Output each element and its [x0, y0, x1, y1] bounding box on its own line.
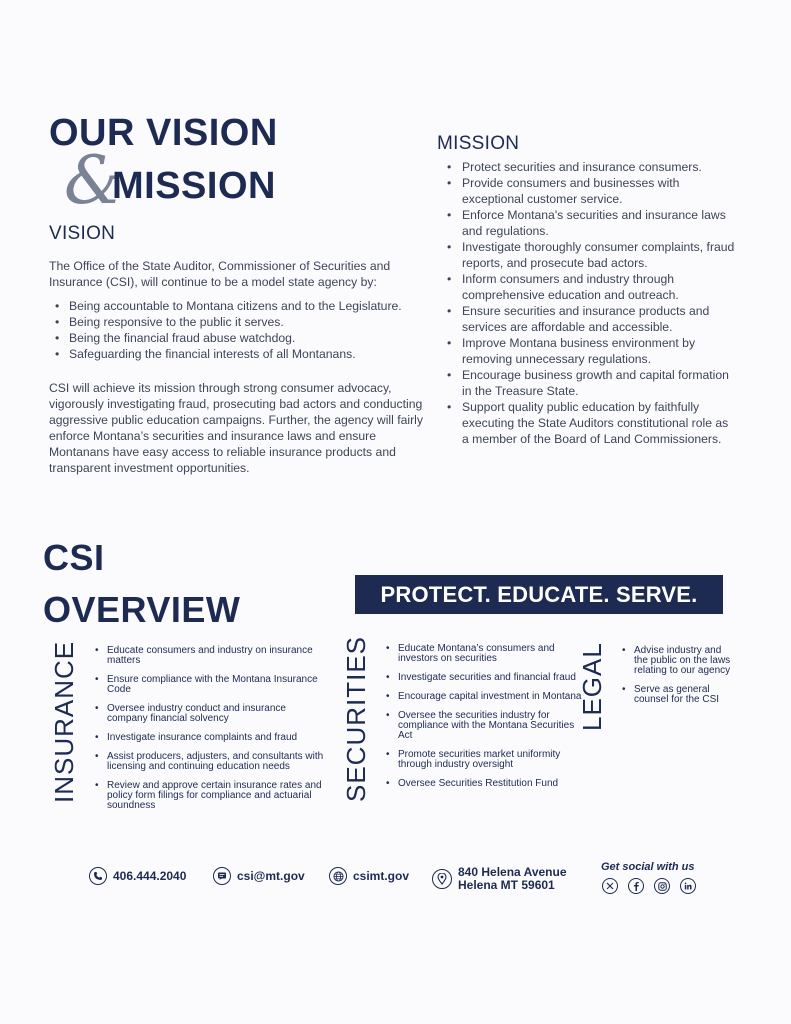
list-item: • Oversee the securities industry for compliance with the Montana Securities Act: [384, 711, 584, 741]
address-line-2: Helena MT 59601: [458, 878, 555, 892]
email-icon: [213, 867, 231, 885]
overview-title-csi: CSI: [43, 537, 105, 578]
insurance-label: INSURANCE: [49, 640, 79, 803]
list-item: • Investigate securities and financial fraud: [384, 673, 584, 683]
overview-title-overview: OVERVIEW: [43, 589, 241, 630]
list-item: • Educate Montana’s consumers and investors on securities: [384, 644, 584, 664]
location-pin-icon: [432, 869, 452, 889]
email-contact[interactable]: [213, 867, 305, 885]
heading-our-vision: OUR VISION: [49, 112, 278, 154]
insurance-list: [93, 646, 328, 820]
legal-list: [620, 646, 735, 714]
list-item: • Support quality public education by faithfully executing the State Auditors constitutional role as a member of the Board of Land Commissioners.: [437, 399, 737, 447]
heading-ampersand: &: [64, 142, 123, 219]
list-item: • Ensure securities and insurance products and services are affordable and accessible.: [437, 303, 737, 335]
social-label: Get social with us: [601, 861, 695, 873]
phone-number: 406.444.2040: [113, 869, 187, 883]
list-item: • Oversee Securities Restitution Fund: [384, 779, 584, 789]
list-item: • Promote securities market uniformity through industry oversight: [384, 750, 584, 770]
list-item: • Provide consumers and businesses with exceptional customer service.: [437, 175, 737, 207]
instagram-icon[interactable]: [654, 878, 670, 894]
list-item: • Being accountable to Montana citizens and to the Legislature.: [49, 298, 449, 314]
list-item: • Enforce Montana's securities and insurance laws and regulations.: [437, 207, 737, 239]
email-address: csi@mt.gov: [237, 869, 305, 883]
list-item: • Being responsive to the public it serves.: [49, 314, 449, 330]
securities-label: SECURITIES: [341, 635, 371, 802]
tagline-banner: PROTECT. EDUCATE. SERVE.: [355, 575, 723, 614]
website-contact[interactable]: [329, 867, 409, 885]
list-item: • Protect securities and insurance consumers.: [437, 159, 737, 175]
heading-mission: MISSION: [112, 165, 276, 207]
linkedin-icon[interactable]: [680, 878, 696, 894]
list-item: • Advise industry and the public on the laws relating to our agency: [620, 646, 735, 676]
mission-list: [437, 159, 737, 447]
securities-list: [384, 644, 584, 798]
facebook-icon[interactable]: [628, 878, 644, 894]
vision-list: [49, 298, 449, 362]
list-item: • Encourage capital investment in Montana: [384, 692, 584, 702]
phone-icon: [89, 867, 107, 885]
list-item: • Assist producers, adjusters, and consultants with licensing and continuing education needs: [93, 752, 328, 772]
list-item: • Review and approve certain insurance rates and policy form filings for compliance and actuarial soundness: [93, 781, 328, 811]
vision-title: VISION: [49, 223, 116, 244]
list-item: • Safeguarding the financial interests of all Montanans.: [49, 346, 449, 362]
list-item: • Educate consumers and industry on insurance matters: [93, 646, 328, 666]
globe-icon: [329, 867, 347, 885]
social-links: [602, 878, 706, 894]
list-item: • Improve Montana business environment by removing unnecessary regulations.: [437, 335, 737, 367]
list-item: • Inform consumers and industry through comprehensive education and outreach.: [437, 271, 737, 303]
phone-contact[interactable]: [89, 867, 186, 885]
list-item: • Being the financial fraud abuse watchdog.: [49, 330, 449, 346]
list-item: • Serve as general counsel for the CSI: [620, 685, 735, 705]
legal-label: LEGAL: [577, 642, 607, 731]
mission-title: MISSION: [437, 133, 520, 154]
address-block: [458, 866, 567, 892]
x-icon[interactable]: [602, 878, 618, 894]
list-item: • Investigate thoroughly consumer complaints, fraud reports, and prosecute bad actors.: [437, 239, 737, 271]
address-contact: [432, 866, 567, 892]
vision-intro: The Office of the State Auditor, Commissioner of Securities and Insurance (CSI), will continue to be a model state agency by:: [49, 259, 391, 289]
list-item: • Investigate insurance complaints and fraud: [93, 733, 328, 743]
list-item: • Oversee industry conduct and insurance company financial solvency: [93, 704, 328, 724]
list-item: • Encourage business growth and capital formation in the Treasure State.: [437, 367, 737, 399]
list-item: • Ensure compliance with the Montana Insurance Code: [93, 675, 328, 695]
address-line-1: 840 Helena Avenue: [458, 865, 567, 879]
vision-closing: CSI will achieve its mission through strong consumer advocacy, vigorously investigating fraud, prosecuting bad actors and conducting aggressive public education campaigns. Further, the agency will fairly enforce Montana’s securities and insurance laws and ensure Montanans have easy access to reliable insurance products and transparent investment opportunities.: [49, 381, 423, 475]
website-url: csimt.gov: [353, 869, 410, 883]
